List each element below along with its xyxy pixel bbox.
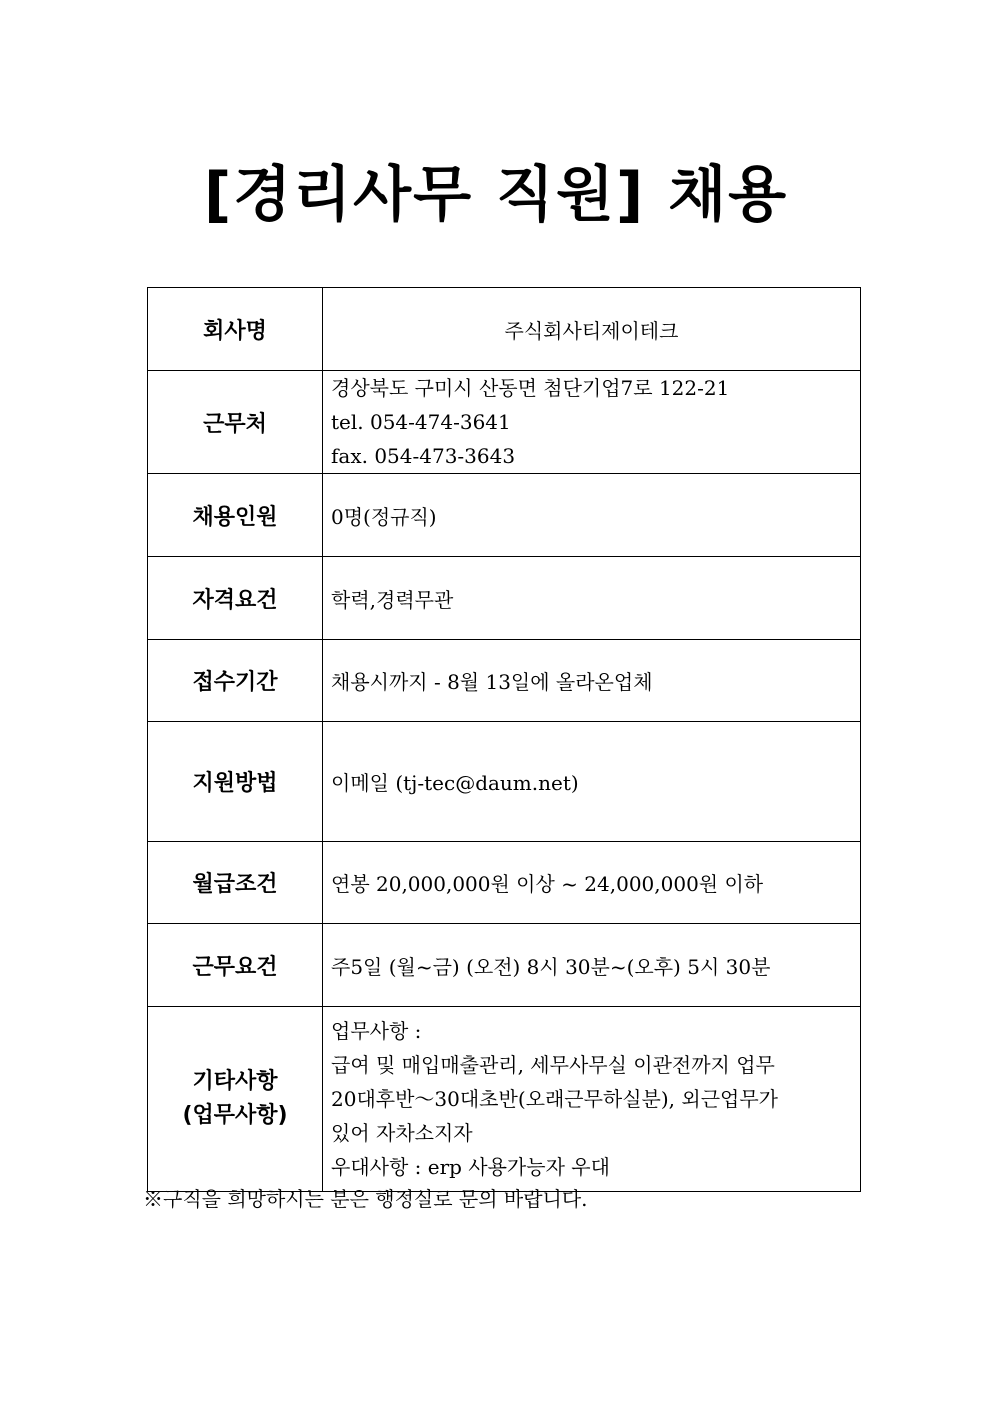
other-line-4: 있어 자차소지자: [331, 1121, 473, 1145]
table-row-company: [148, 288, 861, 371]
other-line-1: 업무사항 :: [331, 1019, 422, 1043]
headcount-label: 채용인원: [148, 474, 323, 557]
qualification-label: 자격요건: [148, 557, 323, 640]
period-value: 채용시까지 - 8월 13일에 올라온업체: [323, 640, 861, 722]
company-label: 회사명: [148, 288, 323, 371]
table-row-workplace: [148, 371, 861, 474]
table-row-headcount: [148, 474, 861, 557]
table-row-hours: [148, 924, 861, 1007]
method-value: 이메일 (tj-tec@daum.net): [323, 722, 861, 842]
headcount-value: 0명(정규직): [323, 474, 861, 557]
workplace-tel: tel. 054-474-3641: [331, 410, 511, 434]
job-info-table: [147, 287, 861, 1192]
method-label: 지원방법: [148, 722, 323, 842]
workplace-fax: fax. 054-473-3643: [331, 444, 516, 468]
other-line-5: 우대사항 : erp 사용가능자 우대: [331, 1155, 610, 1179]
salary-label: 월급조건: [148, 842, 323, 924]
workplace-value: [323, 371, 861, 474]
period-label: 접수기간: [148, 640, 323, 722]
workplace-label: 근무처: [148, 371, 323, 474]
table-row-salary: [148, 842, 861, 924]
table-row-qualification: [148, 557, 861, 640]
table-row-method: [148, 722, 861, 842]
workplace-address: 경상북도 구미시 산동면 첨단기업7로 122-21: [331, 376, 730, 400]
other-label-main: 기타사항: [192, 1069, 278, 1094]
qualification-value: 학력,경력무관: [323, 557, 861, 640]
hours-label: 근무요건: [148, 924, 323, 1007]
other-label-sub: (업무사항): [182, 1103, 288, 1128]
company-value: 주식회사티제이테크: [323, 288, 861, 371]
other-line-2: 급여 및 매입매출관리, 세무사무실 이관전까지 업무: [331, 1053, 775, 1077]
salary-value: 연봉 20,000,000원 이상 ~ 24,000,000원 이하: [323, 842, 861, 924]
footnote: ※구직을 희망하시는 분은 행정실로 문의 바랍니다.: [143, 1187, 588, 1211]
other-value: [323, 1007, 861, 1192]
other-label: [148, 1007, 323, 1192]
table-row-period: [148, 640, 861, 722]
table-row-other: [148, 1007, 861, 1192]
other-line-3: 20대후반～30대초반(오래근무하실분), 외근업무가: [331, 1087, 778, 1111]
page-title: [경리사무 직원] 채용: [203, 160, 789, 230]
hours-value: 주5일 (월~금) (오전) 8시 30분~(오후) 5시 30분: [323, 924, 861, 1007]
